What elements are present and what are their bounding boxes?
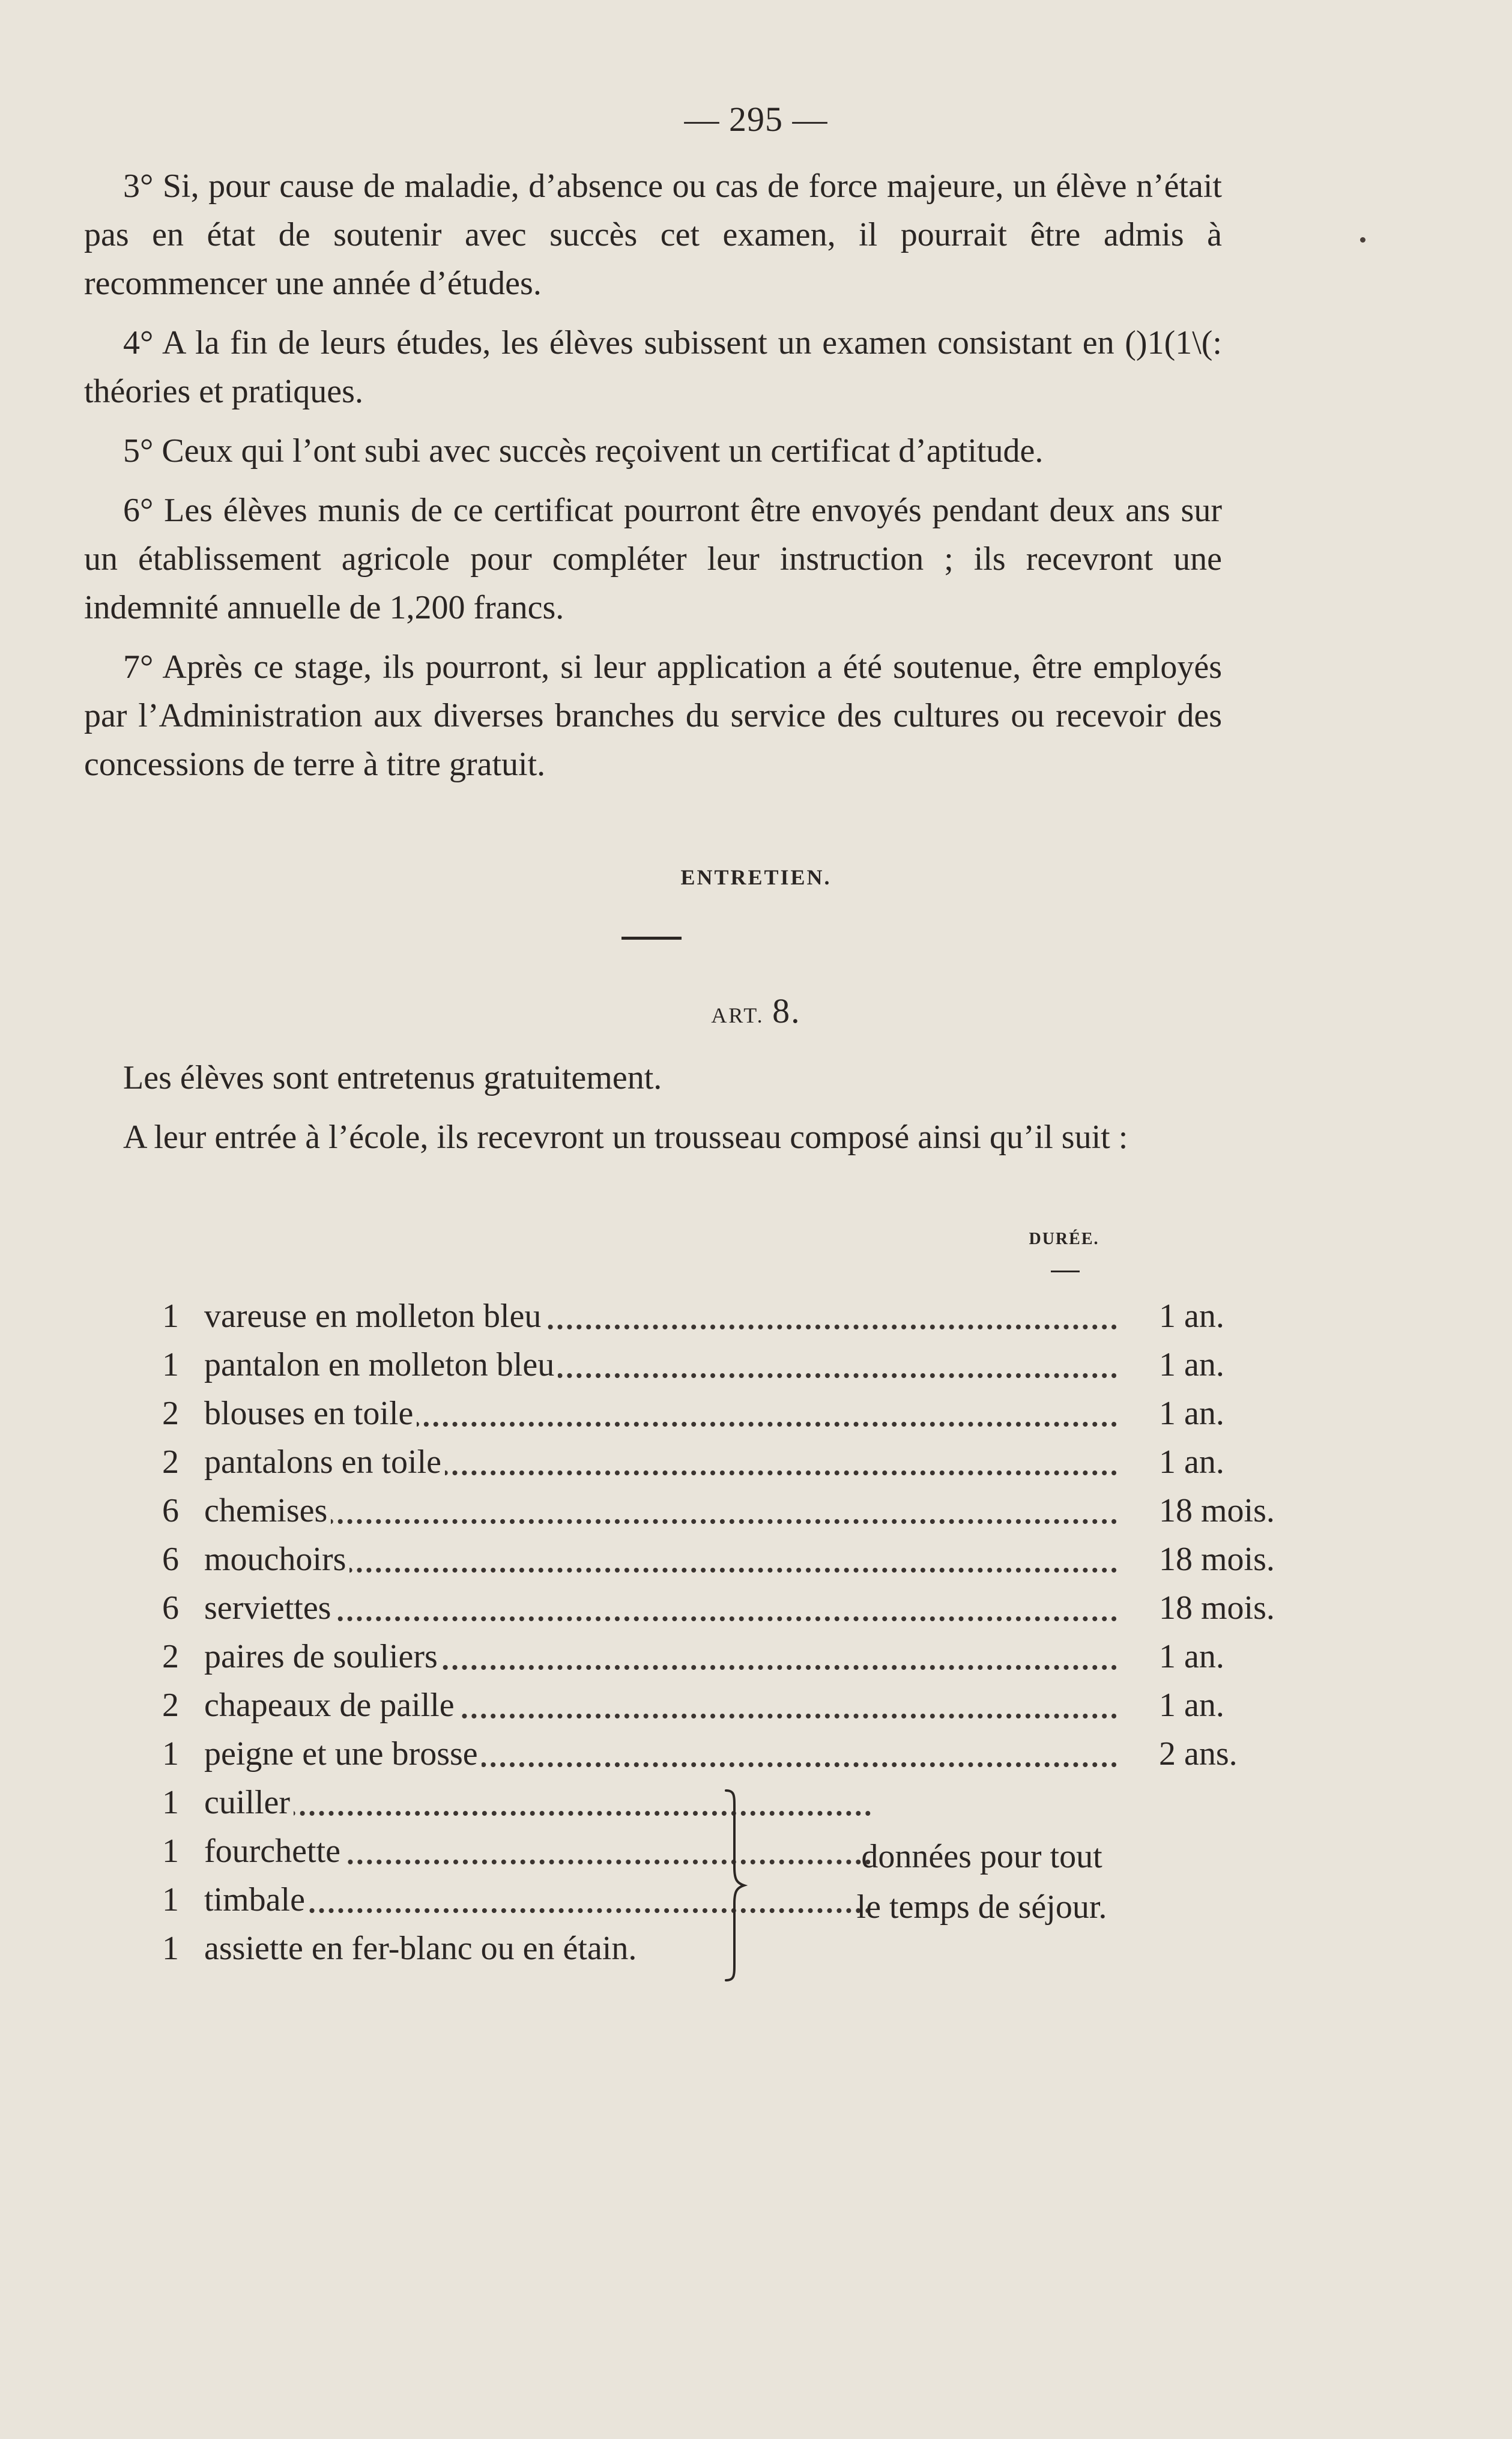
item-quantity: 2 xyxy=(162,1395,179,1432)
item-label: blouses en toile xyxy=(204,1389,1117,1437)
item-duration: 2 ans. xyxy=(1159,1735,1238,1773)
item-label: chemises xyxy=(204,1487,1117,1535)
item-duration: 1 an. xyxy=(1159,1443,1224,1481)
item-quantity: 1 xyxy=(162,1735,179,1773)
right-curly-brace xyxy=(724,1789,748,1981)
item-label: chapeaux de paille xyxy=(204,1681,1117,1729)
item-duration: 1 an. xyxy=(1159,1346,1224,1383)
item-duration: 18 mois. xyxy=(1159,1492,1275,1529)
item-label: fourchette xyxy=(204,1827,871,1875)
item-label: cuiller xyxy=(204,1779,871,1827)
article-heading xyxy=(0,991,1512,1031)
item-quantity: 1 xyxy=(162,1784,179,1821)
article-number: 8. xyxy=(772,991,801,1030)
item-quantity: 1 xyxy=(162,1346,179,1383)
body-text xyxy=(84,162,1222,800)
leader-dots xyxy=(204,1616,1117,1621)
item-quantity: 1 xyxy=(162,1881,179,1918)
paragraph-6: 6° Les élèves munis de ce certificat pourront être envoyés pendant deux ans sur un établissement agricole pour compléter leur instruction ; ils recevront une indemnité annuelle de 1,200 francs. xyxy=(84,492,1222,626)
item-quantity: 6 xyxy=(162,1589,179,1627)
paragraph-7: 7° Après ce stage, ils pourront, si leur application a été soutenue, être employés par l’Administration aux diverses branches du service des cultures ou recevoir des concessions de terre à titre gratuit. xyxy=(84,648,1222,783)
item-duration: 18 mois. xyxy=(1159,1589,1275,1627)
item-label: pantalons en toile xyxy=(204,1438,1117,1486)
item-label: mouchoirs xyxy=(204,1535,1117,1583)
item-label: serviettes xyxy=(204,1584,1117,1632)
item-duration: 1 an. xyxy=(1159,1687,1224,1724)
item-duration: 1 an. xyxy=(1159,1395,1224,1432)
item-quantity: 1 xyxy=(162,1833,179,1870)
page-number: — 295 — xyxy=(684,100,828,139)
section-divider xyxy=(621,937,682,940)
item-label: timbale xyxy=(204,1876,871,1924)
item-duration: 1 an. xyxy=(1159,1638,1224,1675)
article-paragraph-2: A leur entrée à l’école, ils recevront un trousseau composé ainsi qu’il suit : xyxy=(123,1119,1128,1156)
article-paragraph-1: Les élèves sont entretenus gratuitement. xyxy=(123,1059,662,1096)
item-quantity: 6 xyxy=(162,1541,179,1578)
duration-column-header: DURÉE. xyxy=(1029,1230,1099,1248)
item-quantity: 1 xyxy=(162,1930,179,1967)
item-label: peigne et une brosse xyxy=(204,1730,1117,1778)
paragraph-4: 4° A la fin de leurs études, les élèves subissent un examen consistant en ()1(1\(: théories et pratiques. xyxy=(84,324,1222,410)
item-label: vareuse en molleton bleu xyxy=(204,1292,1117,1340)
item-label: paires de souliers xyxy=(204,1633,1117,1681)
item-quantity: 6 xyxy=(162,1492,179,1529)
item-duration: 18 mois. xyxy=(1159,1541,1275,1578)
ink-speck xyxy=(1360,237,1365,243)
item-quantity: 2 xyxy=(162,1687,179,1724)
leader-dots xyxy=(204,1519,1117,1524)
item-label: pantalon en molleton bleu xyxy=(204,1341,1117,1389)
paragraph-3: 3° Si, pour cause de maladie, d’absence ou cas de force majeure, un élève n’était pas en état de soutenir avec succès cet examen, il pourrait être admis à recommencer une année d’études. xyxy=(84,168,1222,302)
item-label: assiette en fer-blanc ou en étain. xyxy=(204,1924,871,1972)
article-text xyxy=(84,1054,1222,1173)
section-title: ENTRETIEN. xyxy=(680,865,832,889)
brace-note-line-2: le temps de séjour. xyxy=(856,1888,1107,1926)
brace-note-line-1: données pour tout xyxy=(861,1838,1102,1875)
paragraph-5: 5° Ceux qui l’ont subi avec succès reçoivent un certificat d’aptitude. xyxy=(123,432,1044,470)
item-quantity: 2 xyxy=(162,1638,179,1675)
item-duration: 1 an. xyxy=(1159,1298,1224,1335)
duration-header-rule xyxy=(1051,1271,1080,1272)
item-quantity: 1 xyxy=(162,1298,179,1335)
article-prefix: ART. xyxy=(711,1003,764,1027)
item-quantity: 2 xyxy=(162,1443,179,1481)
leader-dots xyxy=(204,1811,871,1816)
